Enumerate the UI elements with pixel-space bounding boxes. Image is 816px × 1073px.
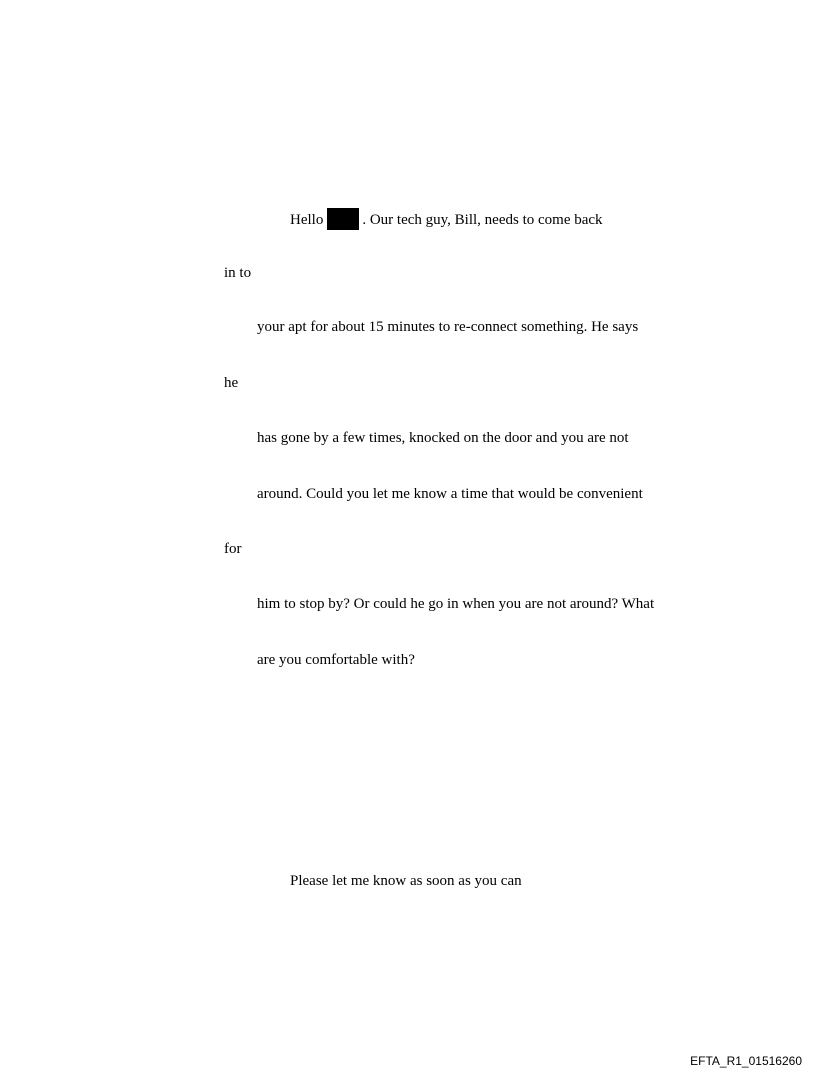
- document-id: EFTA_R1_01516260: [690, 1054, 802, 1068]
- greeting-line: [290, 208, 603, 230]
- greeting-text: Hello: [290, 212, 324, 228]
- body-line-6: for: [224, 541, 242, 557]
- body-line-8: are you comfortable with?: [257, 652, 415, 668]
- greeting-continuation: . Our tech guy, Bill, needs to come back: [362, 212, 603, 228]
- body-line-3: he: [224, 375, 239, 391]
- body-line-1: in to: [224, 265, 252, 281]
- redaction-box: [327, 208, 359, 230]
- body-line-4: has gone by a few times, knocked on the door and you are not: [257, 430, 629, 446]
- body-line-2: your apt for about 15 minutes to re-connect something. He says: [257, 319, 639, 335]
- closing-line: Please let me know as soon as you can: [290, 873, 522, 889]
- body-line-5: around. Could you let me know a time that would be convenient: [257, 486, 643, 502]
- body-line-7: him to stop by? Or could he go in when you are not around? What: [257, 596, 655, 612]
